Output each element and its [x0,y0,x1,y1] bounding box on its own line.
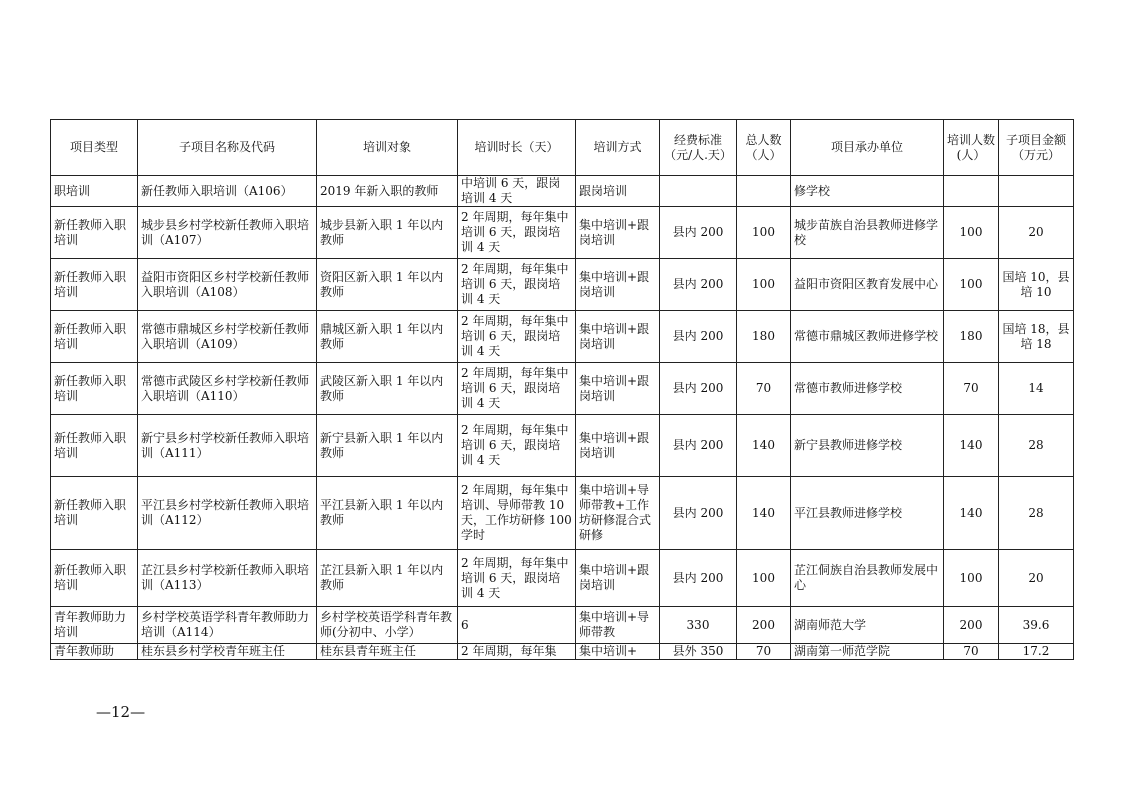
cell-project-type: 新任教师入职培训 [51,207,138,259]
cell-amount: 39.6 [999,607,1074,644]
cell-duration: 2 年周期，每年集中培训 6 天，跟岗培训 4 天 [458,259,576,311]
cell-subproject-name: 常德市武陵区乡村学校新任教师入职培训（A110） [138,363,317,415]
cell-trainee-count: 180 [944,311,999,363]
cell-method: 集中培训+跟岗培训 [576,311,660,363]
cell-subproject-name: 芷江县乡村学校新任教师入职培训（A113） [138,550,317,607]
cell-total-count: 180 [737,311,791,363]
header-total-count: 总人数（人） [737,120,791,176]
cell-total-count: 70 [737,363,791,415]
cell-trainee: 2019 年新入职的教师 [317,176,458,207]
cell-trainee: 桂东县青年班主任 [317,644,458,660]
cell-trainee: 乡村学校英语学科青年教师(分初中、小学） [317,607,458,644]
cell-trainee-count: 100 [944,207,999,259]
cell-trainee: 新宁县新入职 1 年以内教师 [317,415,458,477]
table-row [51,550,1074,607]
table-row [51,477,1074,550]
cell-total-count: 140 [737,415,791,477]
cell-subproject-name: 新任教师入职培训（A106） [138,176,317,207]
cell-amount: 国培 10，县培 10 [999,259,1074,311]
page-number: —12— [96,703,146,721]
cell-organizer: 常德市鼎城区教师进修学校 [791,311,944,363]
cell-fee-standard: 县内 200 [660,477,737,550]
cell-organizer: 平江县教师进修学校 [791,477,944,550]
cell-organizer: 芷江侗族自治县教师发展中心 [791,550,944,607]
table-header-row [51,120,1074,176]
cell-total-count: 100 [737,259,791,311]
cell-amount [999,176,1074,207]
cell-trainee: 鼎城区新入职 1 年以内教师 [317,311,458,363]
cell-project-type: 新任教师入职培训 [51,311,138,363]
header-fee-standard: 经费标准（元/人.天） [660,120,737,176]
cell-subproject-name: 桂东县乡村学校青年班主任 [138,644,317,660]
cell-organizer: 湖南师范大学 [791,607,944,644]
header-project-type: 项目类型 [51,120,138,176]
cell-project-type: 青年教师助 [51,644,138,660]
cell-total-count [737,176,791,207]
table-body [51,176,1074,660]
cell-fee-standard: 县内 200 [660,311,737,363]
cell-duration: 2 年周期，每年集中培训、导师带教 10 天，工作坊研修 100 学时 [458,477,576,550]
cell-amount: 20 [999,550,1074,607]
cell-method: 跟岗培训 [576,176,660,207]
cell-duration: 2 年周期，每年集中培训 6 天，跟岗培训 4 天 [458,207,576,259]
cell-project-type: 职培训 [51,176,138,207]
cell-trainee: 芷江县新入职 1 年以内教师 [317,550,458,607]
cell-organizer: 常德市教师进修学校 [791,363,944,415]
cell-total-count: 100 [737,207,791,259]
cell-subproject-name: 城步县乡村学校新任教师入职培训（A107） [138,207,317,259]
cell-trainee-count: 100 [944,550,999,607]
cell-amount: 28 [999,415,1074,477]
cell-total-count: 100 [737,550,791,607]
cell-fee-standard: 县内 200 [660,415,737,477]
cell-project-type: 新任教师入职培训 [51,415,138,477]
training-project-table [50,119,1074,660]
cell-organizer: 益阳市资阳区教育发展中心 [791,259,944,311]
cell-fee-standard: 县外 350 [660,644,737,660]
table-row [51,415,1074,477]
cell-fee-standard: 县内 200 [660,259,737,311]
cell-project-type: 新任教师入职培训 [51,477,138,550]
cell-duration: 2 年周期，每年集中培训 6 天，跟岗培训 4 天 [458,550,576,607]
cell-trainee-count: 70 [944,644,999,660]
cell-duration: 2 年周期，每年集 [458,644,576,660]
header-amount: 子项目金额（万元） [999,120,1074,176]
cell-trainee-count: 100 [944,259,999,311]
table-row [51,207,1074,259]
cell-organizer: 城步苗族自治县教师进修学校 [791,207,944,259]
cell-method: 集中培训+跟岗培训 [576,207,660,259]
cell-fee-standard: 330 [660,607,737,644]
cell-amount: 28 [999,477,1074,550]
cell-subproject-name: 益阳市资阳区乡村学校新任教师入职培训（A108） [138,259,317,311]
cell-method: 集中培训+导师带教+工作坊研修混合式研修 [576,477,660,550]
cell-fee-standard: 县内 200 [660,207,737,259]
cell-subproject-name: 平江县乡村学校新任教师入职培训（A112） [138,477,317,550]
cell-total-count: 140 [737,477,791,550]
cell-duration: 6 [458,607,576,644]
cell-trainee: 城步县新入职 1 年以内教师 [317,207,458,259]
cell-method: 集中培训+跟岗培训 [576,550,660,607]
cell-trainee: 平江县新入职 1 年以内教师 [317,477,458,550]
header-trainee: 培训对象 [317,120,458,176]
cell-project-type: 新任教师入职培训 [51,259,138,311]
cell-trainee-count: 140 [944,477,999,550]
cell-trainee: 武陵区新入职 1 年以内教师 [317,363,458,415]
cell-duration: 2 年周期，每年集中培训 6 天，跟岗培训 4 天 [458,311,576,363]
header-organizer: 项目承办单位 [791,120,944,176]
cell-trainee: 资阳区新入职 1 年以内教师 [317,259,458,311]
cell-fee-standard: 县内 200 [660,363,737,415]
table-row [51,644,1074,660]
cell-subproject-name: 新宁县乡村学校新任教师入职培训（A111） [138,415,317,477]
cell-project-type: 新任教师入职培训 [51,363,138,415]
cell-method: 集中培训+导师带教 [576,607,660,644]
cell-organizer: 湖南第一师范学院 [791,644,944,660]
cell-organizer: 修学校 [791,176,944,207]
cell-duration: 2 年周期，每年集中培训 6 天，跟岗培训 4 天 [458,415,576,477]
cell-amount: 17.2 [999,644,1074,660]
cell-total-count: 70 [737,644,791,660]
cell-duration: 中培训 6 天，跟岗培训 4 天 [458,176,576,207]
cell-duration: 2 年周期，每年集中培训 6 天，跟岗培训 4 天 [458,363,576,415]
cell-fee-standard: 县内 200 [660,550,737,607]
cell-method: 集中培训+跟岗培训 [576,363,660,415]
cell-trainee-count [944,176,999,207]
cell-method: 集中培训+跟岗培训 [576,415,660,477]
header-method: 培训方式 [576,120,660,176]
cell-method: 集中培训+ [576,644,660,660]
cell-total-count: 200 [737,607,791,644]
cell-trainee-count: 140 [944,415,999,477]
cell-project-type: 青年教师助力培训 [51,607,138,644]
cell-fee-standard [660,176,737,207]
table-row [51,363,1074,415]
cell-amount: 14 [999,363,1074,415]
cell-organizer: 新宁县教师进修学校 [791,415,944,477]
table-row [51,176,1074,207]
cell-subproject-name: 常德市鼎城区乡村学校新任教师入职培训（A109） [138,311,317,363]
header-trainee-count: 培训人数(人） [944,120,999,176]
table-row [51,259,1074,311]
cell-amount: 20 [999,207,1074,259]
cell-trainee-count: 70 [944,363,999,415]
cell-amount: 国培 18，县培 18 [999,311,1074,363]
table-row [51,311,1074,363]
cell-project-type: 新任教师入职培训 [51,550,138,607]
header-subproject-name: 子项目名称及代码 [138,120,317,176]
cell-method: 集中培训+跟岗培训 [576,259,660,311]
header-duration: 培训时长（天） [458,120,576,176]
cell-subproject-name: 乡村学校英语学科青年教师助力培训（A114） [138,607,317,644]
table-row [51,607,1074,644]
cell-trainee-count: 200 [944,607,999,644]
